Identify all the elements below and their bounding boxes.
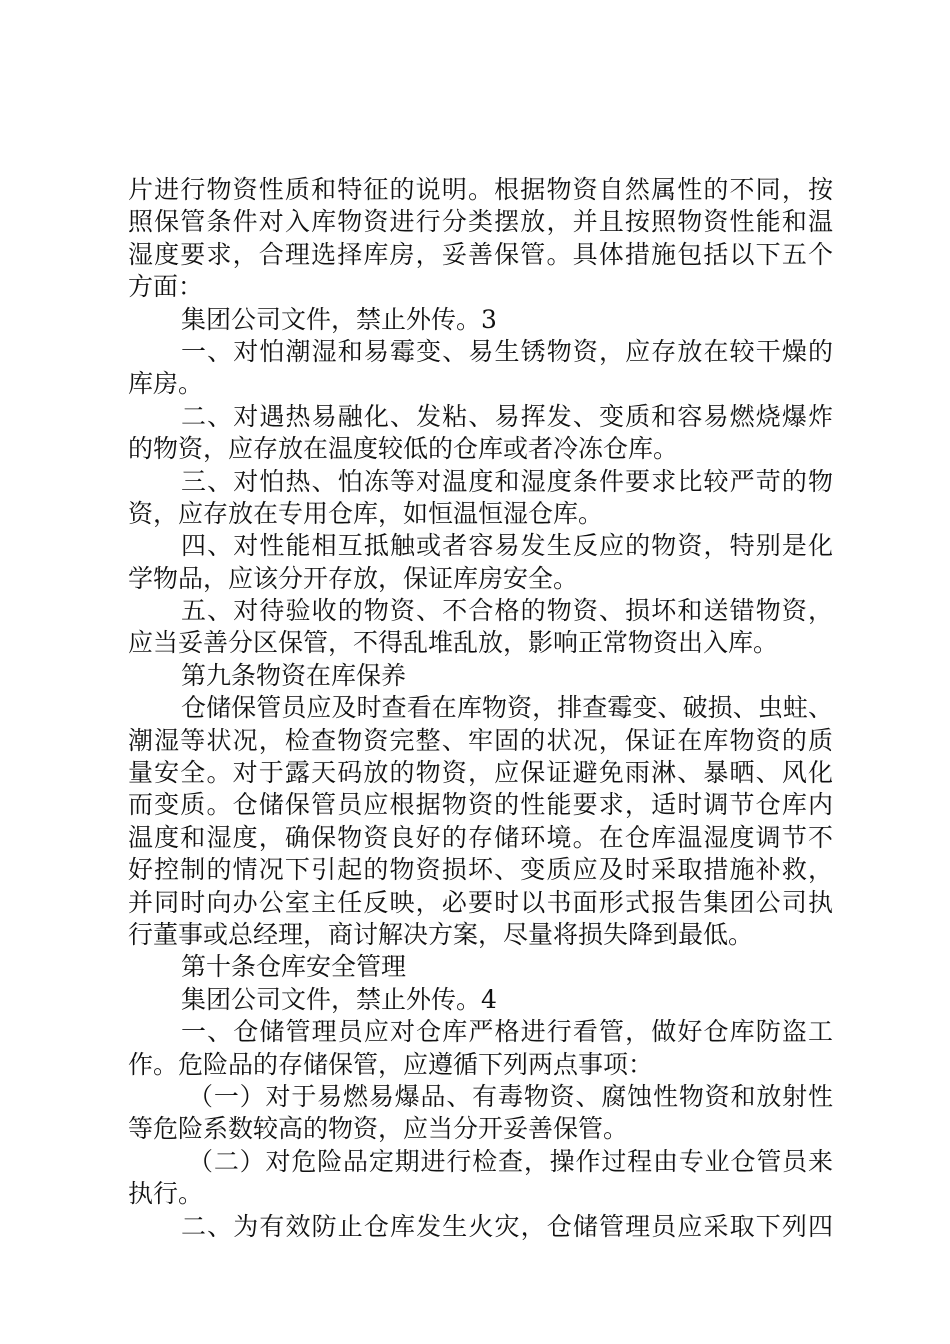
text-line: 五、对待验收的物资、不合格的物资、损坏和送错物资， bbox=[181, 596, 833, 626]
text-line: （二）对危险品定期进行检查，操作过程由专业仓管员来 bbox=[188, 1146, 833, 1176]
text-line: 应当妥善分区保管，不得乱堆乱放，影响正常物资出入库。 bbox=[128, 628, 779, 658]
text-line: 方面： bbox=[128, 272, 204, 302]
text-line: 潮湿等状况，检查物资完整、牢固的状况，保证在库物资的质 bbox=[128, 725, 833, 755]
section-heading: 第九条物资在库保养 bbox=[181, 660, 407, 690]
document-body bbox=[128, 174, 833, 1243]
text-line: 二、对遇热易融化、发粘、易挥发、变质和容易燃烧爆炸 bbox=[181, 401, 833, 431]
section-heading: 第十条仓库安全管理 bbox=[181, 952, 407, 982]
text-line: 温度和湿度，确保物资良好的存储环境。在仓库温湿度调节不 bbox=[128, 822, 833, 852]
text-line: 执行。 bbox=[128, 1179, 204, 1209]
text-line: 资，应存放在专用仓库，如恒温恒湿仓库。 bbox=[128, 498, 604, 528]
text-line: 库房。 bbox=[128, 369, 204, 399]
text-line: 学物品，应该分开存放，保证库房安全。 bbox=[128, 563, 579, 593]
text-line: 的物资，应存放在温度较低的仓库或者冷冻仓库。 bbox=[128, 434, 679, 464]
text-line: 片进行物资性质和特征的说明。根据物资自然属性的不同，按 bbox=[128, 175, 833, 204]
text-line: 二、为有效防止仓库发生火灾，仓储管理员应采取下列四 bbox=[181, 1211, 833, 1241]
text-line: 量安全。对于露天码放的物资，应保证避免雨淋、暴晒、风化 bbox=[128, 758, 833, 788]
text-line: 三、对怕热、怕冻等对温度和湿度条件要求比较严苛的物 bbox=[181, 466, 833, 496]
text-line: 行董事或总经理，商讨解决方案，尽量将损失降到最低。 bbox=[128, 919, 754, 949]
text-line: 等危险系数较高的物资，应当分开妥善保管。 bbox=[128, 1114, 629, 1144]
watermark-line: 集团公司文件，禁止外传。3 bbox=[181, 304, 497, 334]
text-line: 仓储保管员应及时查看在库物资，排查霉变、破损、虫蛀、 bbox=[181, 693, 833, 723]
text-line: 湿度要求，合理选择库房，妥善保管。具体措施包括以下五个 bbox=[128, 239, 833, 269]
text-line: 照保管条件对入库物资进行分类摆放，并且按照物资性能和温 bbox=[128, 207, 833, 237]
watermark-line: 集团公司文件，禁止外传。4 bbox=[181, 984, 497, 1014]
text-line: 好控制的情况下引起的物资损坏、变质应及时采取措施补救， bbox=[128, 855, 833, 885]
text-line: 而变质。仓储保管员应根据物资的性能要求，适时调节仓库内 bbox=[128, 790, 833, 820]
text-line: 并同时向办公室主任反映，必要时以书面形式报告集团公司执 bbox=[128, 887, 833, 917]
text-line: 一、对怕潮湿和易霉变、易生锈物资，应存放在较干燥的 bbox=[181, 336, 833, 366]
text-line: 一、仓储管理员应对仓库严格进行看管，做好仓库防盗工 bbox=[181, 1017, 833, 1047]
text-line: （一）对于易燃易爆品、有毒物资、腐蚀性物资和放射性 bbox=[188, 1081, 833, 1111]
text-line: 四、对性能相互抵触或者容易发生反应的物资，特别是化 bbox=[181, 531, 833, 561]
text-line: 作。危险品的存储保管，应遵循下列两点事项： bbox=[128, 1049, 654, 1079]
